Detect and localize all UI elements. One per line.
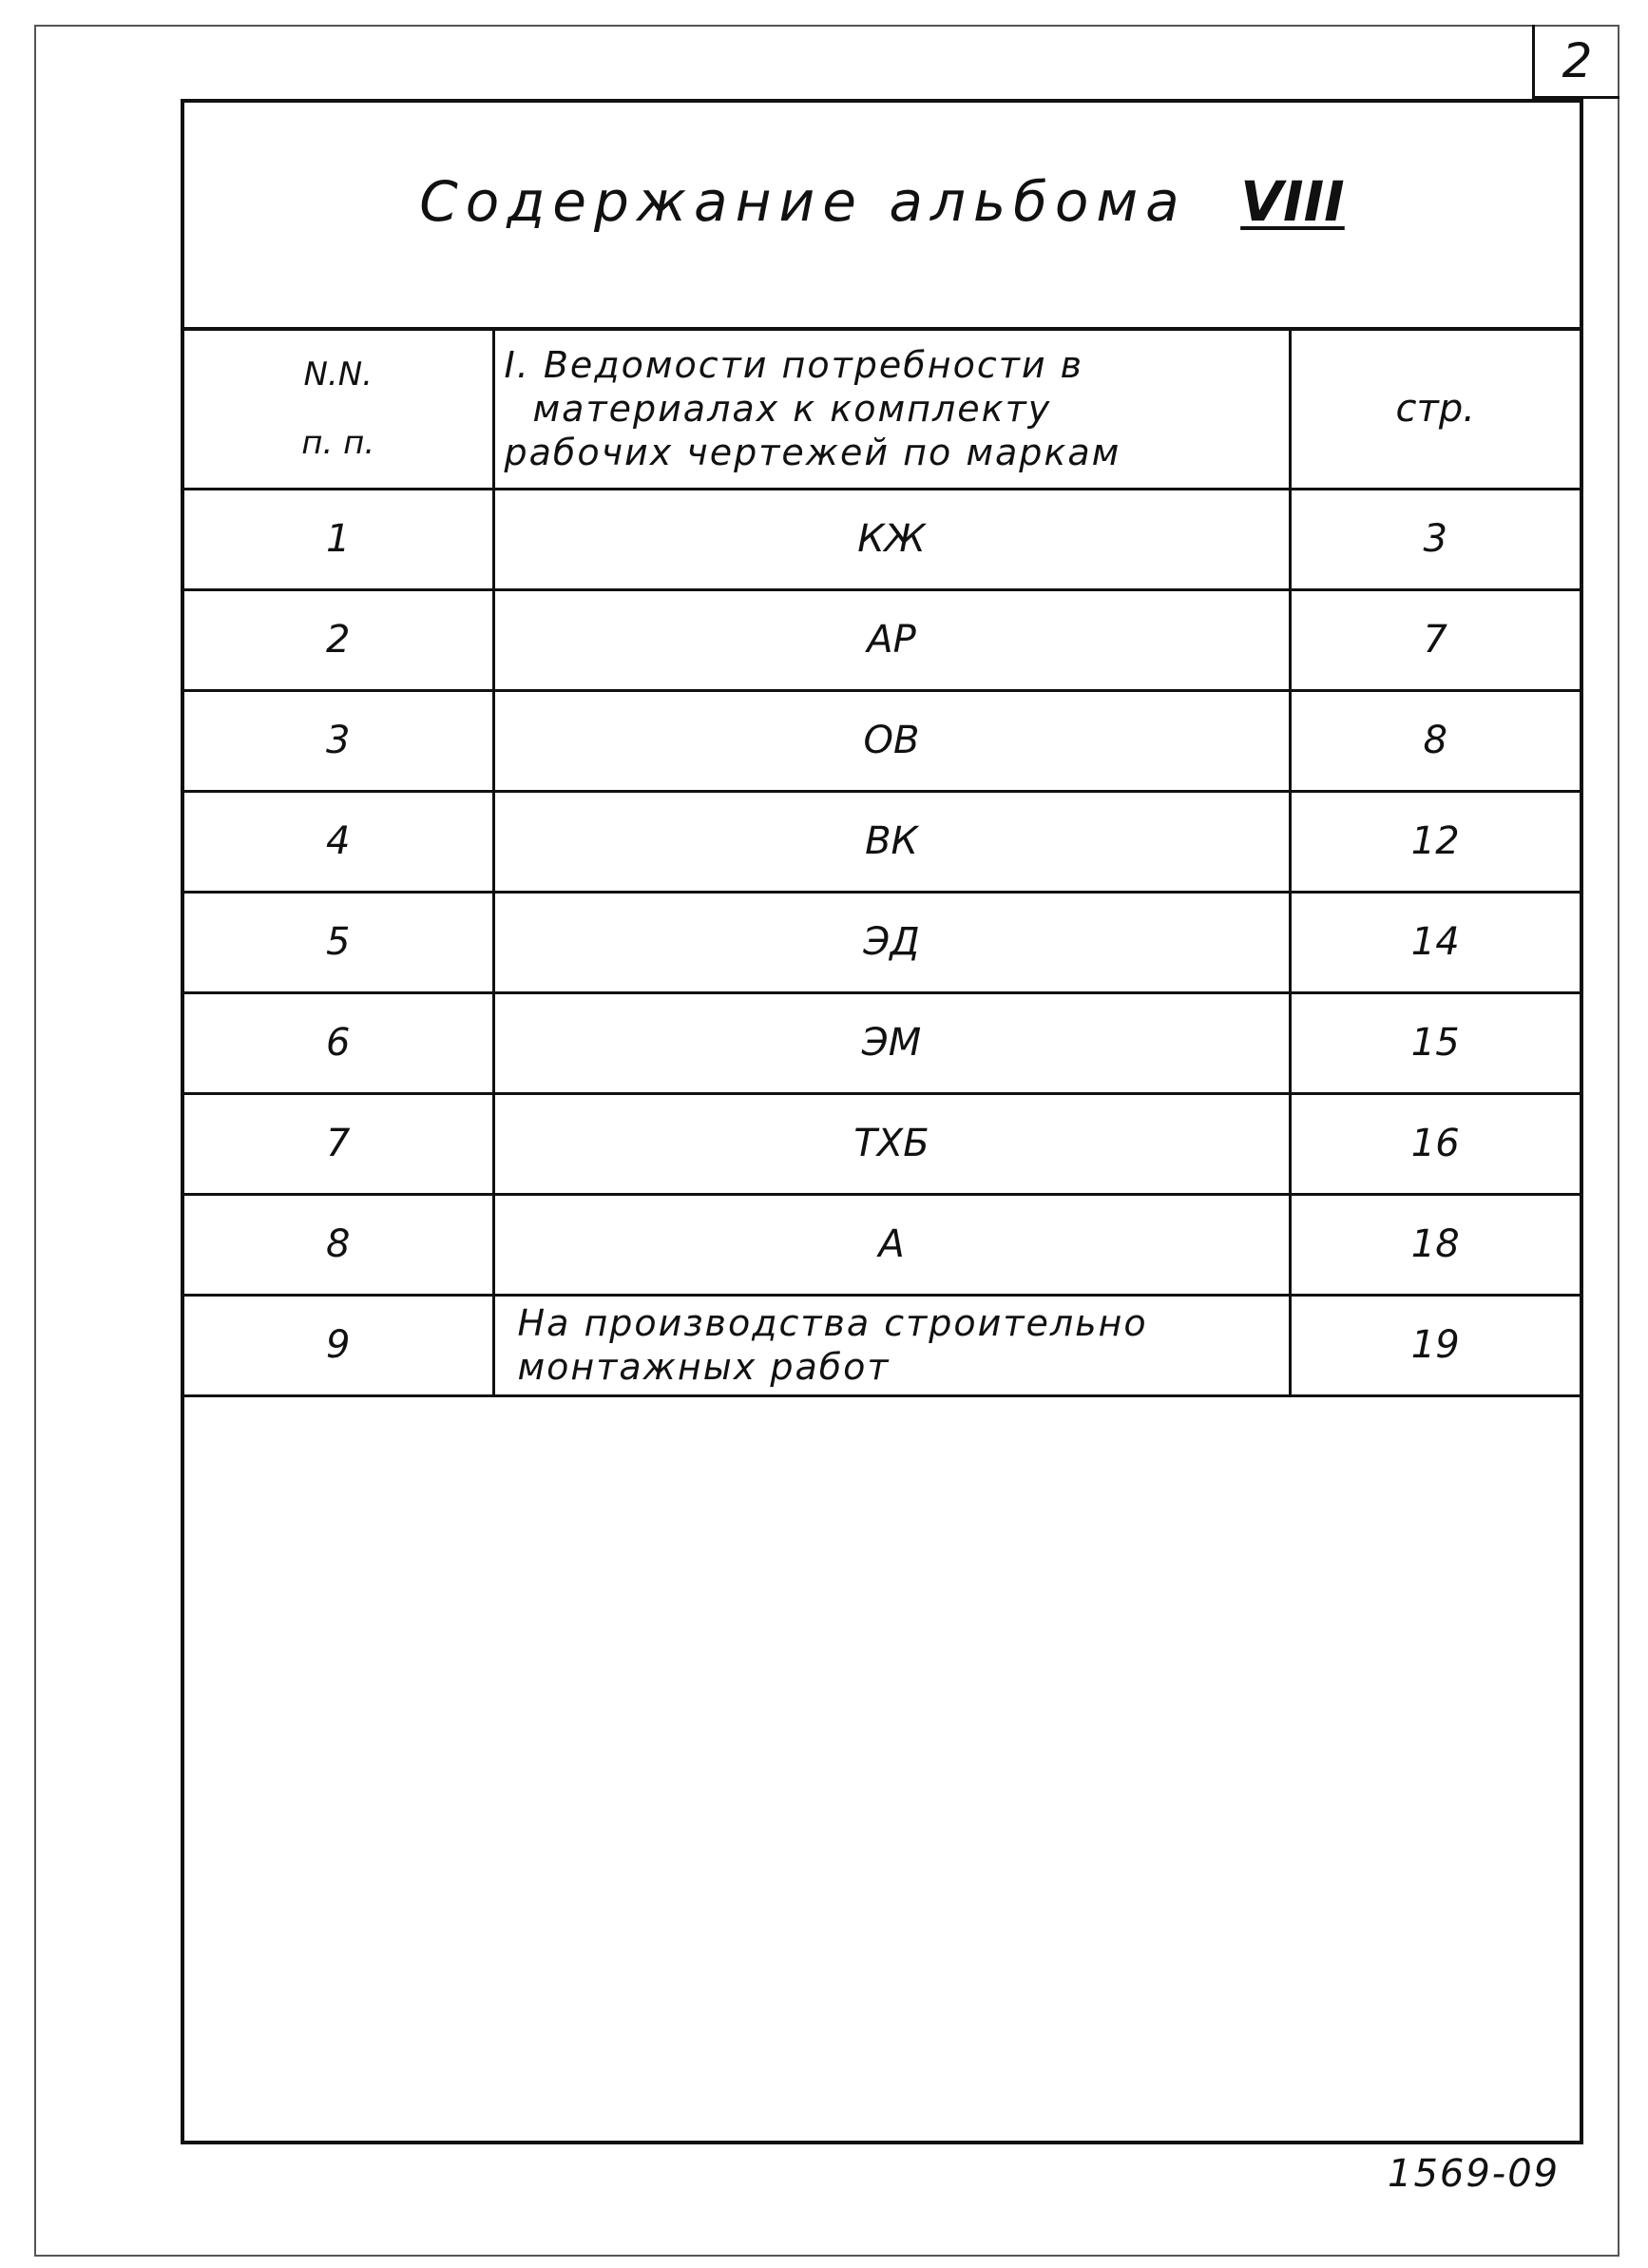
- row-number: 3: [184, 690, 493, 791]
- row-number: 4: [184, 791, 493, 892]
- table-row: [184, 992, 1580, 1093]
- header-name-line1: I. Ведомости потребности в: [504, 344, 1084, 387]
- table-row: [184, 589, 1580, 690]
- table-row: [184, 1093, 1580, 1194]
- row-page: 8: [1290, 690, 1580, 791]
- table-row: [184, 1295, 1580, 1395]
- row-page: 14: [1290, 892, 1580, 992]
- row-number: 9: [184, 1295, 493, 1395]
- row-number: 5: [184, 892, 493, 992]
- row-name: ЭД: [493, 892, 1290, 992]
- row-name: ТХБ: [493, 1093, 1290, 1194]
- row-number: 8: [184, 1194, 493, 1295]
- header-name-line2: материалах к комплекту: [532, 388, 1052, 431]
- table-row: [184, 489, 1580, 589]
- row-page: 3: [1290, 489, 1580, 589]
- row-name: ЭМ: [493, 992, 1290, 1093]
- row-name: АР: [493, 589, 1290, 690]
- title-text: Содержание альбома: [419, 169, 1187, 234]
- header-number: [184, 331, 493, 489]
- row-page: 16: [1290, 1093, 1580, 1194]
- table-row: [184, 1194, 1580, 1295]
- row-page: 15: [1290, 992, 1580, 1093]
- row-name-line1: На производства строительно: [517, 1302, 1148, 1344]
- row-page: 7: [1290, 589, 1580, 690]
- table-row: [184, 892, 1580, 992]
- row-page: 12: [1290, 791, 1580, 892]
- table-row: [184, 791, 1580, 892]
- document-code: 1569-09: [1388, 2152, 1561, 2196]
- row-name-line2: монтажных работ: [517, 1346, 891, 1388]
- sheet-number: 2: [1532, 25, 1619, 99]
- header-number-line1: N.N.: [303, 356, 373, 394]
- row-name: [493, 1295, 1290, 1395]
- row-number: 6: [184, 992, 493, 1093]
- title-area: [184, 103, 1580, 331]
- row-number: 1: [184, 489, 493, 589]
- table-row: [184, 690, 1580, 791]
- row-number: 2: [184, 589, 493, 690]
- row-number: 7: [184, 1093, 493, 1194]
- table-header-row: [184, 331, 1580, 489]
- row-page: 18: [1290, 1194, 1580, 1295]
- row-name: А: [493, 1194, 1290, 1295]
- row-name: КЖ: [493, 489, 1290, 589]
- row-name: ОВ: [493, 690, 1290, 791]
- header-page: стр.: [1290, 331, 1580, 489]
- header-name-line3: рабочих чертежей по маркам: [504, 432, 1121, 474]
- header-number-line2: п. п.: [301, 424, 375, 463]
- main-frame: [181, 99, 1583, 2144]
- row-name: ВК: [493, 791, 1290, 892]
- row-page: 19: [1290, 1295, 1580, 1395]
- title-volume-number: VIII: [1240, 169, 1345, 234]
- header-name: [493, 331, 1290, 489]
- contents-table: [184, 331, 1580, 1397]
- page-title: [184, 169, 1580, 234]
